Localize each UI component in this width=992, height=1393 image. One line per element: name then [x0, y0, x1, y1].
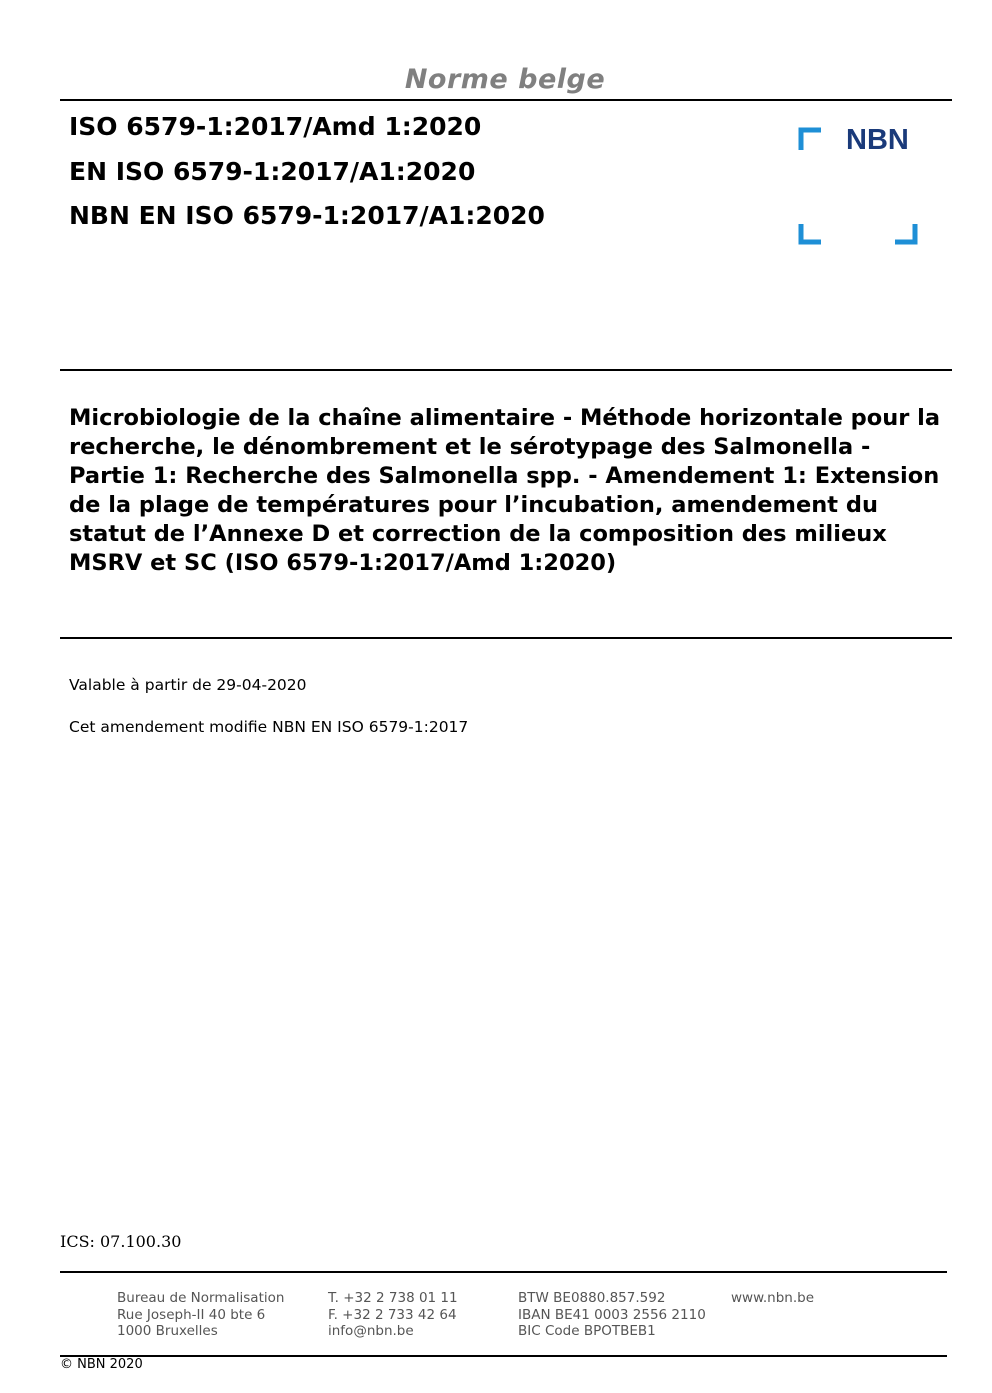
footer-address: [117, 1290, 284, 1340]
divider-top: [60, 99, 952, 101]
footer-contact: [328, 1290, 458, 1340]
footer-address-line: Rue Joseph-II 40 bte 6: [117, 1306, 266, 1323]
ics-code: ICS: 07.100.30: [60, 1232, 182, 1251]
footer-email-link[interactable]: info@nbn.be: [328, 1323, 414, 1339]
footer-bic: BIC Code BPOTBEB1: [518, 1323, 656, 1339]
divider-title-top: [60, 369, 952, 371]
norme-belge-label: Norme belge: [404, 64, 606, 95]
footer-bank: [518, 1290, 706, 1340]
valid-from-text: Valable à partir de 29-04-2020: [69, 676, 307, 694]
standard-iso: ISO 6579-1:2017/Amd 1:2020: [69, 112, 482, 141]
modifies-text: Cet amendement modifie NBN EN ISO 6579-1:2017: [69, 718, 469, 736]
divider-footer: [60, 1271, 947, 1273]
footer-website-link[interactable]: www.nbn.be: [731, 1290, 815, 1306]
footer-address-line: 1000 Bruxelles: [117, 1323, 218, 1339]
footer-address-line: Bureau de Normalisation: [117, 1290, 285, 1306]
document-title: Microbiologie de la chaîne alimentaire - Méthode horizontale pour la recherche, le dénombrement et le sérotypage des Salmonella - Partie 1: Recherche des Salmonella spp. - Amendement 1: Extension de la plage de températures pour l’incubation, amendement du statut de l’Annexe D et correction de la composition des milieux MSRV et SC (ISO 6579-1:2017/Amd 1:2020): [69, 405, 941, 576]
footer-btw: BTW BE0880.857.592: [518, 1290, 666, 1306]
nbn-logo: [796, 125, 920, 247]
footer-website: [731, 1290, 814, 1307]
divider-bottom: [60, 1355, 947, 1357]
standard-nbn-en-iso: NBN EN ISO 6579-1:2017/A1:2020: [69, 201, 545, 230]
footer-iban: IBAN BE41 0003 2556 2110: [518, 1306, 706, 1323]
footer-fax: F. +32 2 733 42 64: [328, 1306, 457, 1323]
nbn-logo-text: NBN: [846, 125, 909, 156]
divider-title-bottom: [60, 637, 952, 639]
standard-en-iso: EN ISO 6579-1:2017/A1:2020: [69, 157, 476, 186]
nbn-logo-icon: [796, 125, 920, 247]
footer-phone: T. +32 2 738 01 11: [328, 1290, 458, 1306]
copyright-text: © NBN 2020: [60, 1357, 143, 1372]
